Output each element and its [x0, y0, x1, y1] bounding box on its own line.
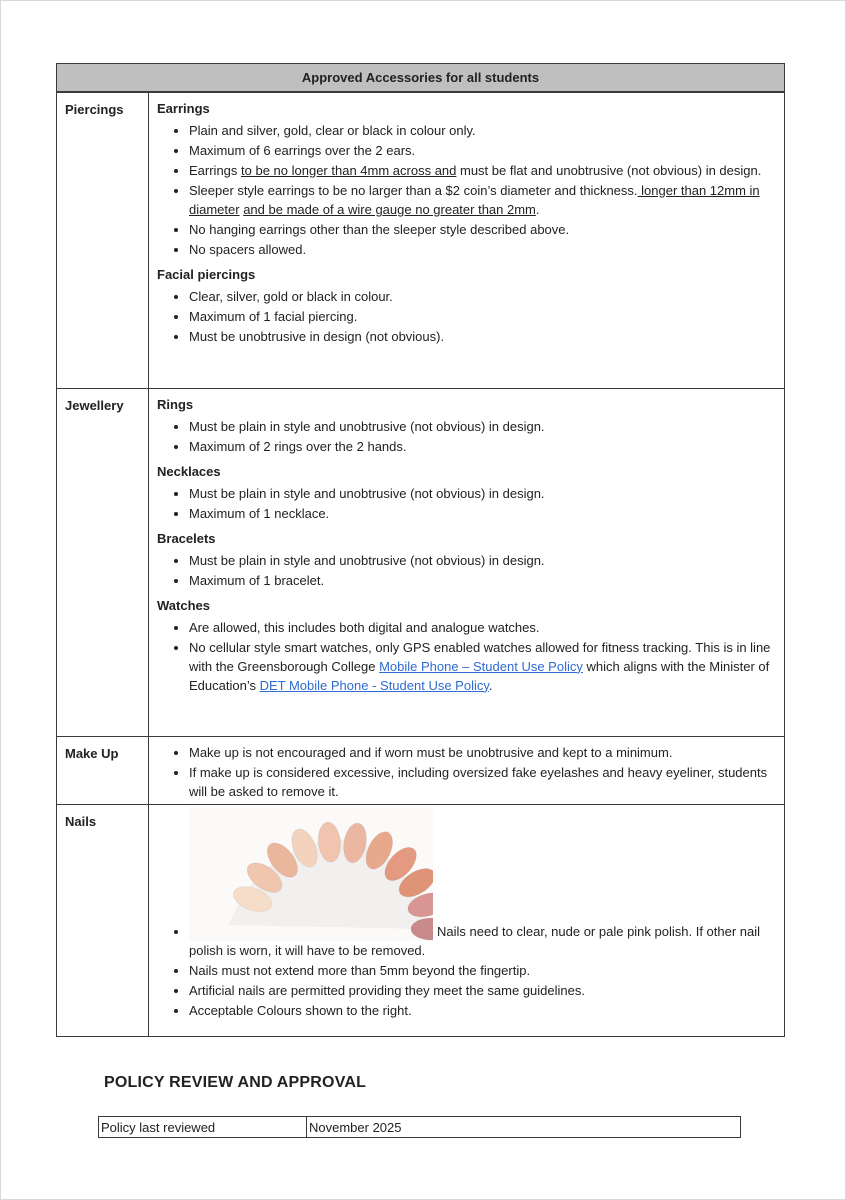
list-item: • Plain and silver, gold, clear or black in colour only. — [189, 121, 776, 140]
list-item: • If make up is considered excessive, including oversized fake eyelashes and heavy eyeliner, students will be asked to remove it. — [189, 763, 776, 801]
table-row-piercings — [57, 92, 785, 388]
bracelets-list — [157, 551, 776, 590]
facial-piercings-heading: Facial piercings — [157, 267, 256, 282]
underlined-text: and be made of a wire gauge no greater than 2mm — [243, 202, 536, 217]
list-item: • Are allowed, this includes both digital and analogue watches. — [189, 618, 776, 637]
review-label: Policy last reviewed — [99, 1117, 307, 1138]
list-item: • No hanging earrings other than the sleeper style described above. — [189, 220, 776, 239]
table-header-row — [57, 64, 785, 93]
bracelets-heading: Bracelets — [157, 530, 216, 546]
list-item: • Must be plain in style and unobtrusive (not obvious) in design. — [189, 417, 776, 436]
text-run: . — [535, 202, 540, 217]
list-item: • Maximum of 2 rings over the 2 hands. — [189, 437, 776, 456]
list-item: • Acceptable Colours shown to the right. — [189, 1001, 776, 1020]
list-item — [189, 181, 776, 219]
rings-heading: Rings — [157, 396, 194, 412]
nail-swatch-fan — [189, 807, 433, 941]
text-run: must be flat and unobtrusive (not obvious) in design. — [456, 163, 762, 178]
necklaces-list — [157, 484, 776, 523]
list-item: • Nails must not extend more than 5mm beyond the fingertip. — [189, 961, 776, 980]
text-run: No cellular style smart watches, only GPS enabled watches allowed for fitness tracking. This is in line with the Greensborough College — [189, 639, 771, 674]
rings-list — [157, 417, 776, 456]
table-header: Approved Accessories for all students — [57, 64, 785, 93]
category-nails: Nails — [57, 804, 149, 1036]
list-item: • Must be plain in style and unobtrusive (not obvious) in design. — [189, 551, 776, 570]
nails-list — [157, 807, 776, 1020]
facial-list — [157, 287, 776, 346]
policy-review-table — [98, 1116, 741, 1138]
makeup-content — [149, 736, 785, 804]
category-piercings: Piercings — [57, 92, 149, 388]
table-row-jewellery — [57, 388, 785, 736]
table-row-nails — [57, 804, 785, 1036]
list-item: • Maximum of 1 facial piercing. — [189, 307, 776, 326]
list-item: • Maximum of 1 necklace. — [189, 504, 776, 523]
list-item — [189, 161, 776, 180]
text-run: which aligns with the Minister of Education’s — [189, 658, 770, 693]
nails-content — [149, 804, 785, 1036]
accessories-table — [56, 63, 785, 1037]
makeup-list — [157, 743, 776, 801]
list-item: • Must be unobtrusive in design (not obvious). — [189, 327, 776, 346]
det-mobile-phone-policy-link[interactable]: DET Mobile Phone - Student Use Policy — [259, 677, 489, 693]
necklaces-heading: Necklaces — [157, 463, 221, 479]
watches-heading: Watches — [157, 597, 210, 613]
jewellery-content — [149, 388, 785, 736]
list-item — [189, 638, 776, 695]
underlined-text: to be no longer than 4mm across and — [241, 163, 457, 178]
mobile-phone-policy-link[interactable]: Mobile Phone – Student Use Policy — [379, 658, 583, 674]
underlined-text: longer than 12mm in diameter — [189, 183, 760, 217]
category-jewellery: Jewellery — [57, 388, 149, 736]
text-run: . — [488, 677, 493, 693]
table-row-makeup — [57, 736, 785, 804]
watches-list — [157, 618, 776, 695]
text-run: Nails need to clear, nude or pale pink polish. If other nail polish is worn, it will have to be removed. — [189, 923, 761, 958]
earrings-heading: Earrings — [157, 101, 210, 116]
list-item: • Clear, silver, gold or black in colour. — [189, 287, 776, 306]
earrings-list — [157, 121, 776, 259]
category-makeup: Make Up — [57, 736, 149, 804]
list-item: • No spacers allowed. — [189, 240, 776, 259]
policy-review-title: POLICY REVIEW AND APPROVAL — [104, 1074, 367, 1091]
list-item — [189, 807, 776, 960]
text-run: Sleeper style earrings to be no larger than a $2 coin’s diameter and thickness. — [189, 183, 638, 198]
text-run: Earrings — [189, 163, 242, 178]
piercings-content — [149, 92, 785, 388]
list-item: • Must be plain in style and unobtrusive (not obvious) in design. — [189, 484, 776, 503]
review-value: November 2025 — [307, 1117, 741, 1138]
list-item: • Maximum of 6 earrings over the 2 ears. — [189, 141, 776, 160]
nail-colours-image — [189, 807, 433, 941]
list-item: • Maximum of 1 bracelet. — [189, 571, 776, 590]
list-item: • Make up is not encouraged and if worn must be unobtrusive and kept to a minimum. — [189, 743, 776, 762]
list-item: • Artificial nails are permitted providing they meet the same guidelines. — [189, 981, 776, 1000]
table-row — [99, 1117, 741, 1138]
